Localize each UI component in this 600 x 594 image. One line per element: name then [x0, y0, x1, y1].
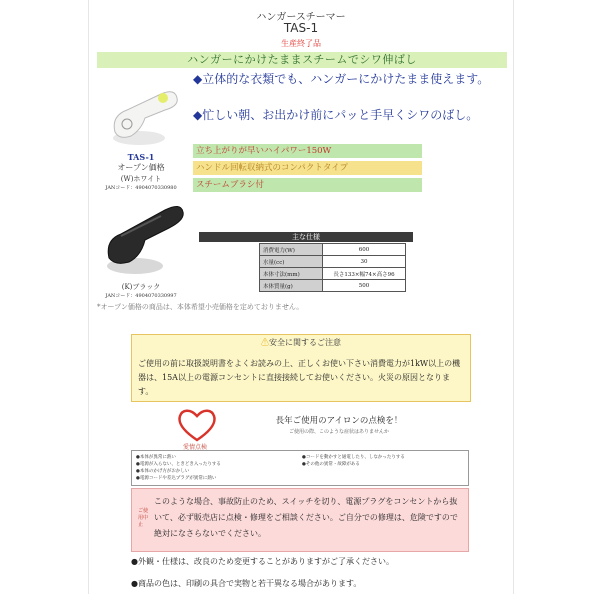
list-item: ●コードを動かすと通電したり、しなかったりする — [302, 455, 405, 460]
spec-row — [260, 268, 406, 280]
spec-label: 水量(cc) — [260, 256, 323, 268]
safety-notice-box — [131, 334, 471, 402]
spec-row — [260, 256, 406, 268]
black-jan-code: JANコード：4904070330997 — [105, 293, 177, 299]
brochure-page — [88, 0, 514, 594]
spec-value: 500 — [323, 280, 406, 292]
white-model-label: TAS-1 — [127, 152, 155, 162]
warning-side-label: ご使用中止 — [138, 508, 149, 528]
feature-line-2: ◆忙しい朝、お出かけ前にパッと手早くシワのばし。 — [193, 108, 479, 122]
spec-row — [260, 244, 406, 256]
black-steamer-image — [99, 196, 185, 280]
white-price-label: オープン価格 — [117, 163, 165, 172]
highlight-brush: スチームブラシ付 — [193, 178, 422, 192]
white-steamer-image — [101, 80, 181, 150]
safety-title-row — [132, 337, 470, 348]
list-item: ●電源コードや差込プラグが異常に熱い — [136, 476, 217, 481]
tagline-banner: ハンガーにかけたままスチームでシワ伸ばし — [97, 52, 507, 68]
warning-triangle-icon: ⚠ — [261, 338, 269, 347]
spec-table-heading: 主な仕様 — [199, 232, 413, 242]
list-item: ●本体のかげ方がおかしい — [136, 469, 190, 474]
product-model-title: TAS-1 — [283, 21, 319, 35]
open-price-note: *オープン価格の商品は、本体希望小売価格を定めておりません。 — [97, 303, 304, 311]
inspection-icon-label: 愛情点検 — [183, 444, 208, 451]
heart-icon — [178, 408, 216, 442]
footnote-specs-change: ●外観・仕様は、改良のため変更することがありますがご了承ください。 — [131, 557, 394, 566]
spec-label: 消費電力(W) — [260, 244, 323, 256]
spec-value: 600 — [323, 244, 406, 256]
spec-value: 30 — [323, 256, 406, 268]
list-item: ●電源が入らない、ときどき入ったりする — [136, 462, 221, 467]
feature-line-1: ◆立体的な衣類でも、ハンガーにかけたまま使えます。 — [193, 72, 490, 86]
symptom-checklist — [131, 450, 469, 486]
spec-label: 本体質量(g) — [260, 280, 323, 292]
list-item: ●本体が異常に熱い — [136, 455, 176, 460]
black-color-label: (K)ブラック — [121, 283, 161, 291]
list-item: ●その他の異常・故障がある — [302, 462, 360, 467]
highlight-compact: ハンドル回転収納式のコンパクトタイプ — [193, 161, 422, 175]
safety-title: 安全に関するご注意 — [269, 338, 341, 347]
checklist-right — [302, 454, 462, 468]
stop-use-warning-box — [131, 488, 469, 552]
white-color-label: (W)ホワイト — [120, 175, 162, 183]
spec-row — [260, 280, 406, 292]
highlight-power: 立ち上がりが早いハイパワー150W — [193, 144, 422, 158]
spec-label: 本体寸法(mm) — [260, 268, 323, 280]
discontinued-badge: 生産終了品 — [281, 39, 321, 48]
inspection-title: 長年ご使用のアイロンの点検を！ — [275, 416, 403, 426]
footnote-color-difference: ●商品の色は、印刷の具合で実物と若干異なる場合があります。 — [131, 579, 362, 588]
warning-text: このような場合、事故防止のため、スイッチを切り、電源プラグをコンセントから抜いて、必ず販売店に点検・修理をご相談ください。ご自分での修理は、危険ですので絶対になさらないでください。 — [154, 497, 458, 538]
product-category-title: ハンガースチーマー — [256, 12, 346, 23]
inspection-subtitle: ご使用の際、このような症状はありませんか — [288, 429, 389, 435]
checklist-left — [136, 454, 296, 482]
spec-table — [259, 243, 406, 292]
spec-value: 長さ133×幅74×高さ96 — [323, 268, 406, 280]
white-jan-code: JANコード：4904070330980 — [105, 185, 177, 191]
safety-text: ご使用の前に取扱説明書をよくお読みの上、正しくお使い下さい消費電力が1kW以上の機器は、15A以上の電源コンセントに直接接続してお使いください。火災の原因となります。 — [138, 359, 461, 396]
